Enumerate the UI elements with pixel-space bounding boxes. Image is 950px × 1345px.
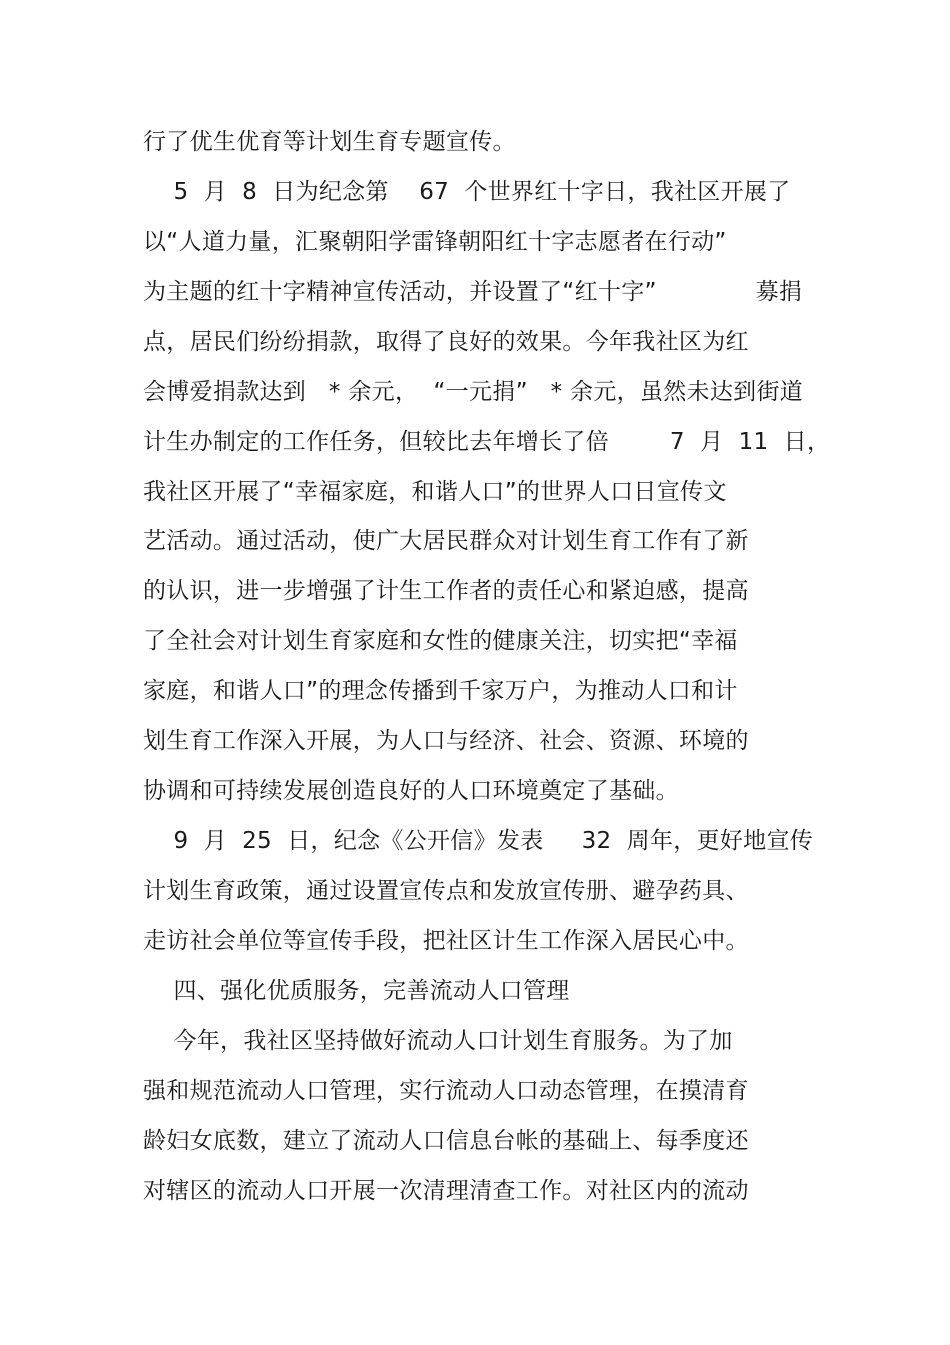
text-line: 强和规范流动人口管理，实行流动人口动态管理，在摸清育 [143, 1078, 749, 1104]
text-line: 走访社会单位等宣传手段，把社区计生工作深入居民心中。 [143, 928, 749, 954]
section-heading: 四、强化优质服务，完善流动人口管理 [143, 978, 570, 1004]
text-line: 艺活动。通过活动，使广大居民群众对计划生育工作有了新 [143, 528, 749, 554]
text-line: 点，居民们纷纷捐款，取得了良好的效果。今年我社区为红 [143, 329, 749, 355]
text-line: 我社区开展了“幸福家庭，和谐人口”的世界人口日宣传文 [143, 479, 727, 505]
text-line: 会博爱捐款达到 * 余元， “一元捐” * 余元，虽然未达到街道 [143, 379, 804, 405]
text-line: 对辖区的流动人口开展一次清理清查工作。对社区内的流动 [143, 1178, 749, 1204]
text-line: 龄妇女底数，建立了流动人口信息台帐的基础上、每季度还 [143, 1128, 749, 1154]
text-line: 计生办制定的工作任务，但较比去年增长了倍 7 月 11 日， [143, 429, 831, 455]
text-line: 家庭，和谐人口”的理念传播到千家万户，为推动人口和计 [143, 678, 738, 704]
text-line: 9 月 25 日，纪念《公开信》发表 32 周年，更好地宣传 [143, 828, 814, 854]
text-line: 了全社会对计划生育家庭和女性的健康关注，切实把“幸福 [143, 628, 738, 654]
text-line: 的认识，进一步增强了计生工作者的责任心和紧迫感，提高 [143, 578, 749, 604]
text-line: 协调和可持续发展创造良好的人口环境奠定了基础。 [143, 778, 679, 804]
text-line: 划生育工作深入开展，为人口与经济、社会、资源、环境的 [143, 728, 749, 754]
text-line: 今年，我社区坚持做好流动人口计划生育服务。为了加 [143, 1028, 733, 1054]
text-line: 行了优生优育等计划生育专题宣传。 [143, 129, 516, 155]
text-line: 5 月 8 日为纪念第 67 个世界红十字日，我社区开展了 [143, 179, 791, 205]
text-line: 计划生育政策，通过设置宣传点和发放宣传册、避孕药具、 [143, 878, 749, 904]
text-line: 以“人道力量，汇聚朝阳学雷锋朝阳红十字志愿者在行动” [143, 229, 727, 255]
text-line: 为主题的红十字精神宣传活动，并设置了“红十字” 募捐 [143, 279, 803, 305]
